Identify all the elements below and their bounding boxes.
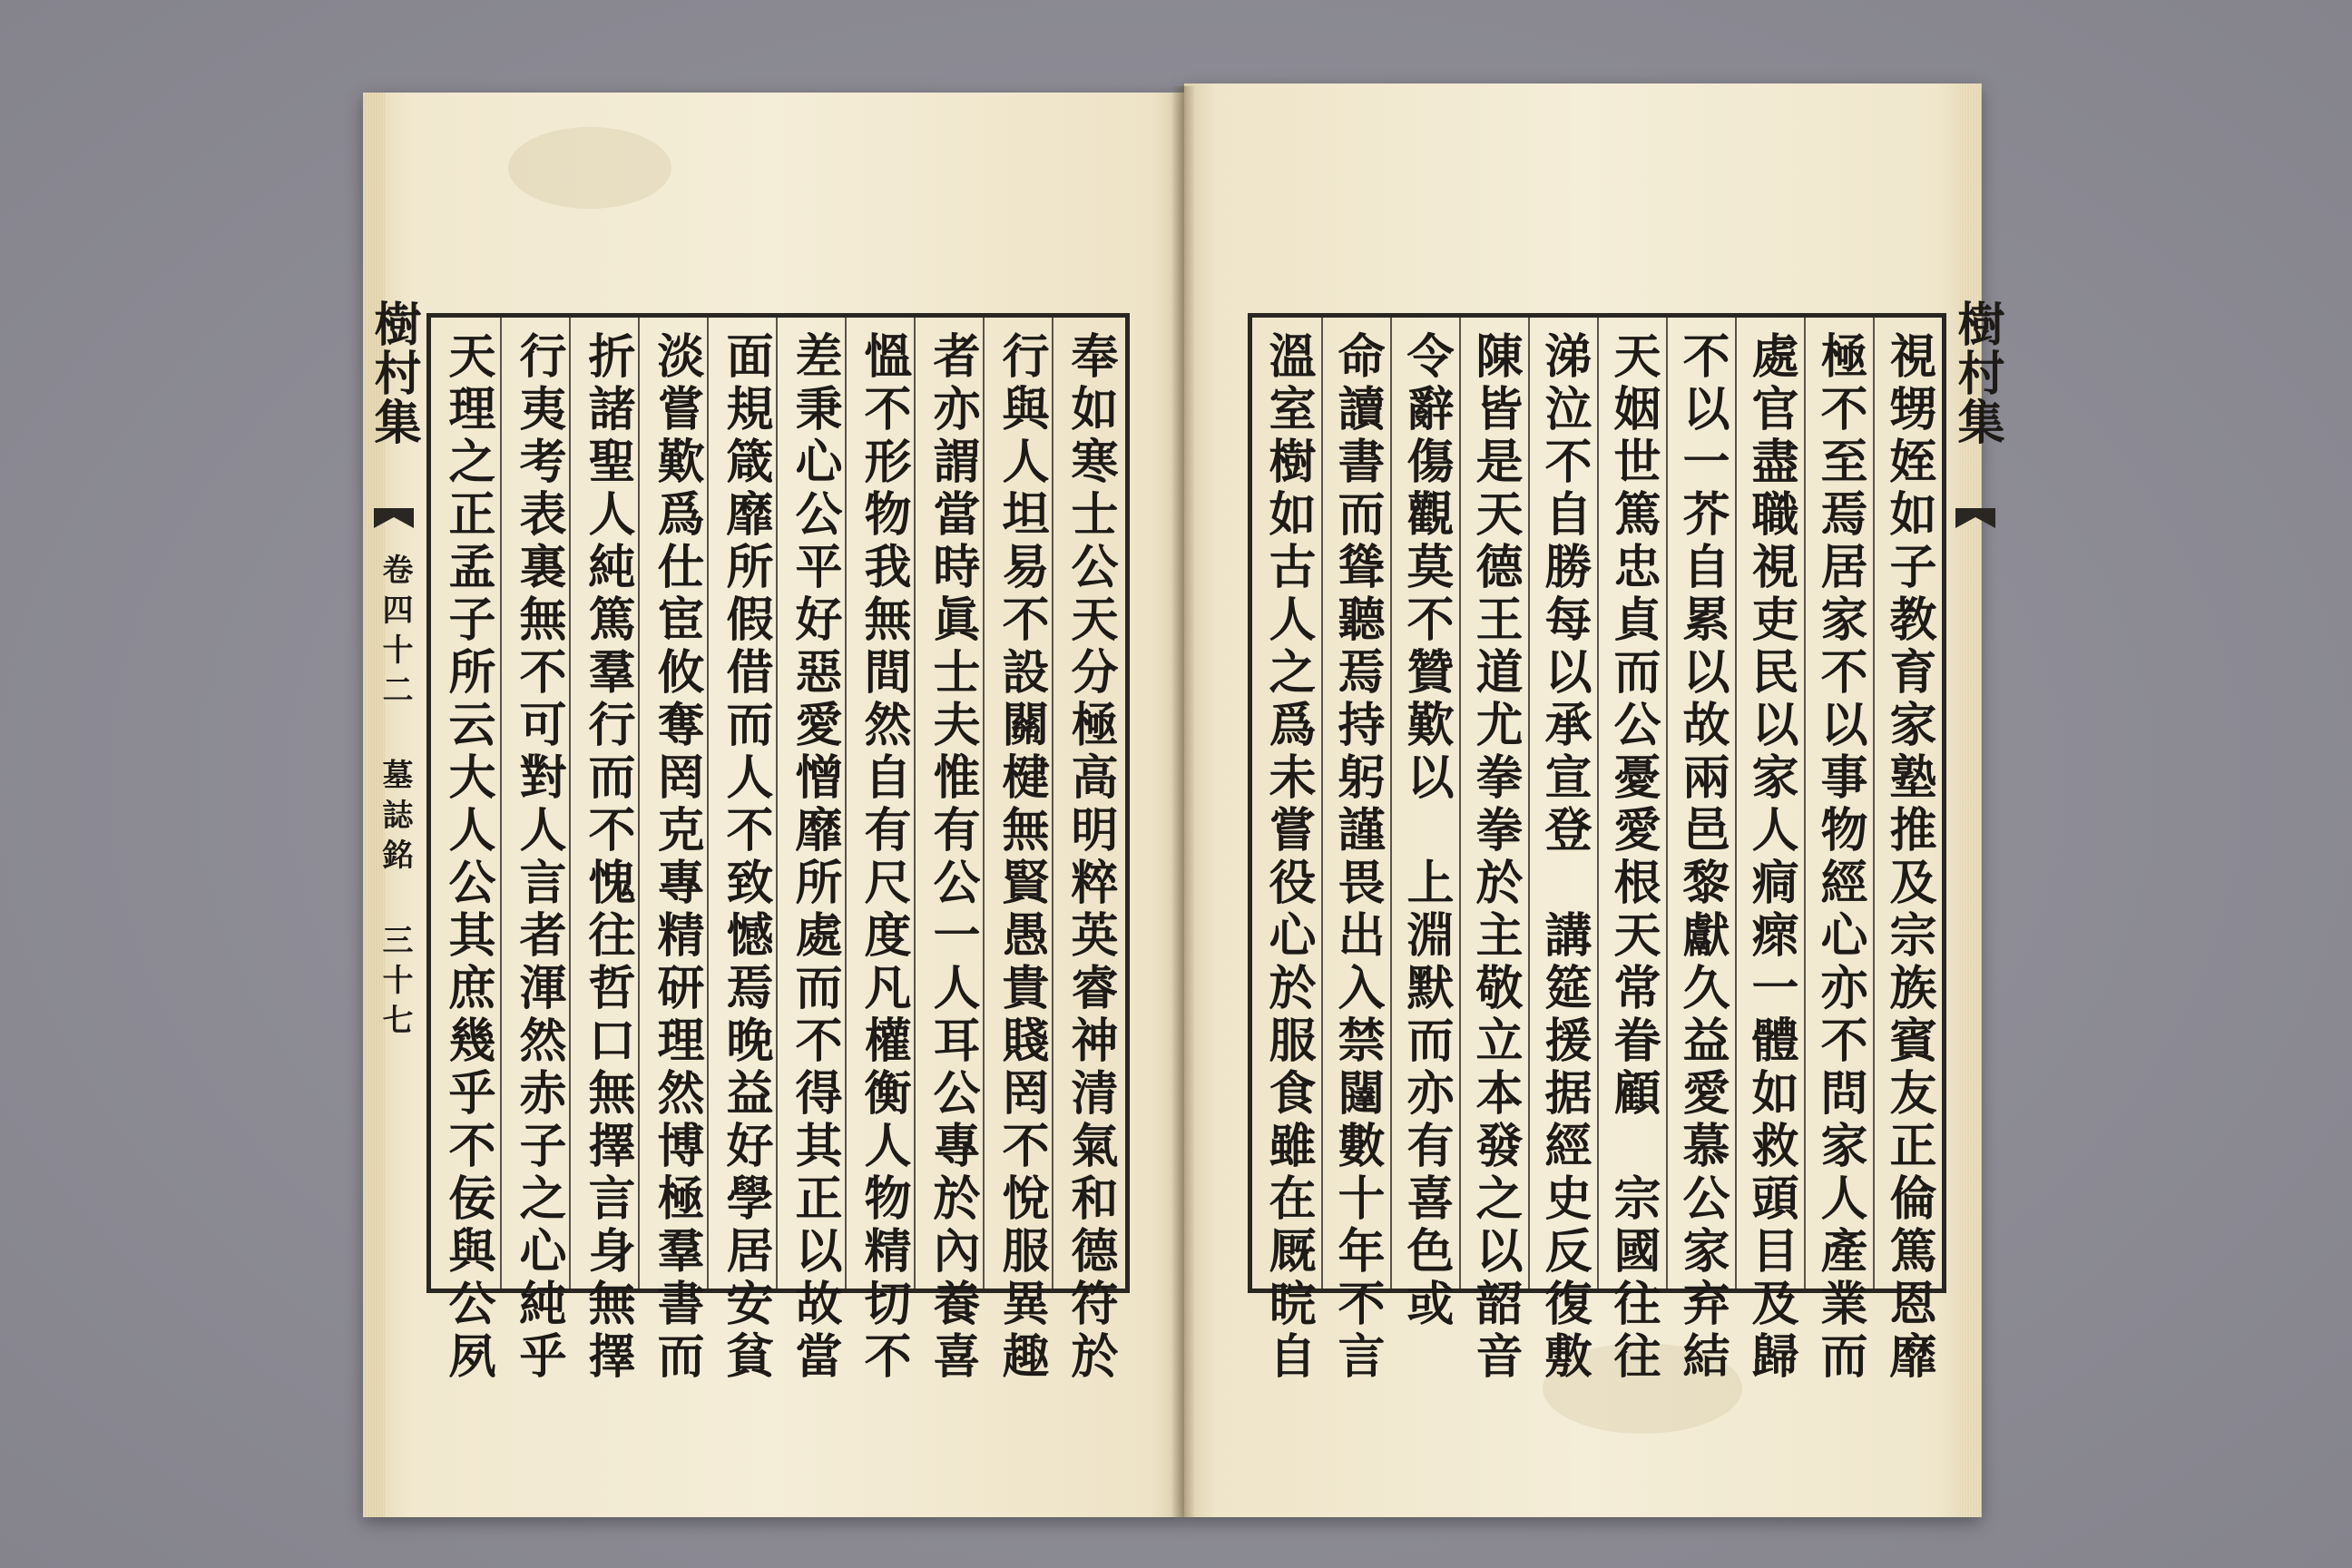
paper-stain bbox=[508, 127, 671, 209]
text-column: 天姻世篤忠貞而公憂愛根天常眷顧 宗國往往 bbox=[1605, 331, 1661, 1384]
column-rule bbox=[1873, 318, 1875, 1289]
right-text-frame bbox=[1248, 313, 1946, 1384]
column-rule bbox=[1390, 318, 1392, 1289]
book-gutter bbox=[1172, 86, 1194, 1517]
text-column: 陳皆是天德王道尤拳拳於主敬立本發之以韶音 bbox=[1467, 331, 1523, 1384]
text-column: 行與人坦易不設關楗無賢愚貴賤罔不悅服異趣 bbox=[994, 331, 1049, 1384]
column-rule bbox=[1321, 318, 1323, 1289]
column-rule bbox=[1804, 318, 1806, 1289]
column-rule bbox=[707, 318, 709, 1289]
text-column: 涕泣不自勝每以承宣登 講筵援据經史反復敷 bbox=[1536, 331, 1592, 1384]
right-margin-title: 樹村集 bbox=[1949, 299, 2004, 446]
text-column: 折諸聖人純篤羣行而不愧往哲口無擇言身無擇 bbox=[580, 331, 635, 1384]
column-rule bbox=[845, 318, 847, 1289]
text-column: 行夷考表裏無不可對人言者渾然赤子之心純乎 bbox=[511, 331, 566, 1384]
column-rule bbox=[1528, 318, 1530, 1289]
column-rule bbox=[1597, 318, 1599, 1289]
fishtail-mark bbox=[1955, 508, 1995, 528]
text-column: 者亦謂當時眞士夫惟有公一人耳公專於內養喜 bbox=[925, 331, 980, 1384]
column-rule bbox=[1735, 318, 1737, 1289]
text-column: 極不至焉居家不以事物經心亦不問家人產業而 bbox=[1812, 331, 1867, 1384]
column-rule bbox=[638, 318, 640, 1289]
column-rule bbox=[1666, 318, 1668, 1289]
text-column: 視甥姪如子教育家塾推及宗族賓友正倫篤恩靡 bbox=[1881, 331, 1936, 1384]
right-page-edges bbox=[1960, 83, 1982, 1517]
column-rule bbox=[983, 318, 985, 1289]
fishtail-mark bbox=[374, 508, 414, 528]
column-rule bbox=[500, 318, 502, 1289]
text-column: 差秉心公平好惡愛憎靡所處而不得其正以故當 bbox=[787, 331, 842, 1384]
column-rule bbox=[776, 318, 778, 1289]
left-margin-title: 樹村集 bbox=[366, 299, 421, 446]
column-rule bbox=[1052, 318, 1054, 1289]
text-column: 溫室樹如古人之爲未嘗役心於服食雖在厩晥自 bbox=[1260, 331, 1316, 1384]
column-rule bbox=[914, 318, 916, 1289]
text-column: 奉如寒士公天分極高明粹英睿神清氣和德符於 bbox=[1063, 331, 1118, 1384]
text-column: 天理之正孟子所云大人公其庶幾乎不佞與公夙 bbox=[440, 331, 495, 1384]
left-margin-info: 卷四十二 墓誌銘 三十七 bbox=[377, 554, 413, 1044]
text-column: 慍不形物我無間然自有尺度凡權衡人物精切不 bbox=[856, 331, 911, 1384]
column-rule bbox=[1459, 318, 1461, 1289]
left-text-frame bbox=[426, 313, 1130, 1384]
column-rule bbox=[569, 318, 571, 1289]
text-column: 處官盡職視吏民以家人痌瘝一體如救頭目及歸 bbox=[1743, 331, 1798, 1384]
text-column: 不以一芥自累以故兩邑黎獻久益愛慕公家弃結 bbox=[1674, 331, 1730, 1384]
text-column: 面規箴靡所假借而人不致憾焉晚益好學居安貧 bbox=[718, 331, 773, 1384]
text-column: 淡嘗歎爲仕宦攸奪罔克專精研理然博極羣書而 bbox=[649, 331, 704, 1384]
text-column: 命讀書而聳聽焉持躬謹畏出入禁闥數十年不言 bbox=[1329, 331, 1385, 1384]
text-column: 令辭傷觀莫不贊歎以 上淵默而亦有喜色或 bbox=[1398, 331, 1454, 1331]
